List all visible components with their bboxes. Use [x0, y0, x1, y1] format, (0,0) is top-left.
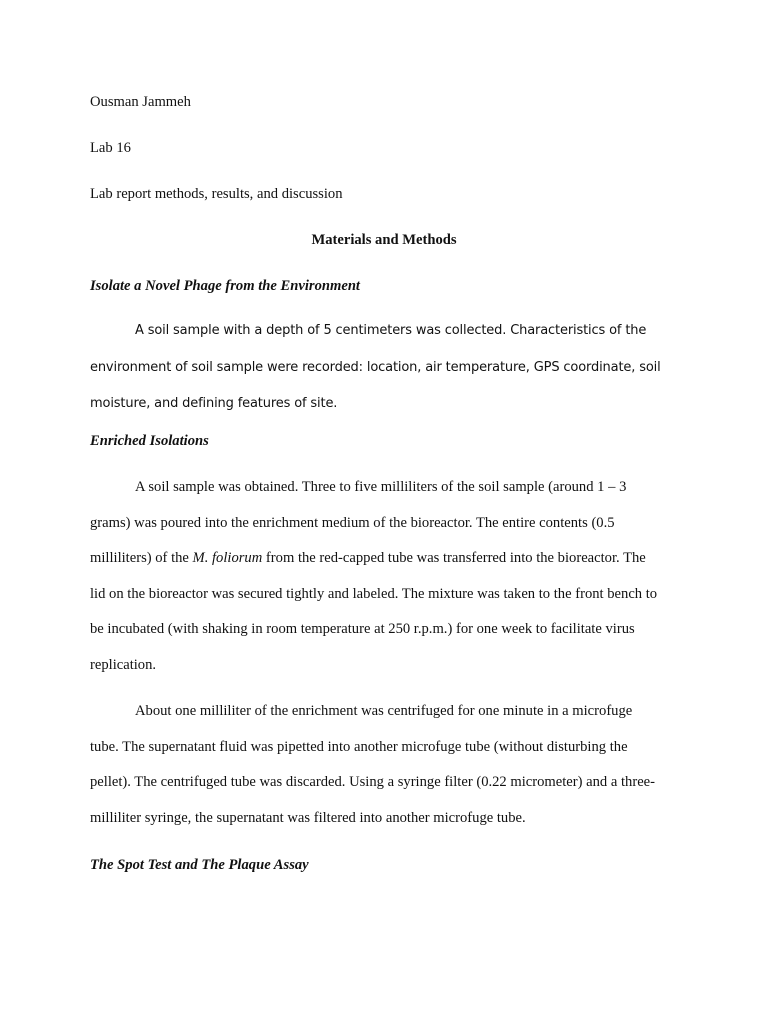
- paragraph-enriched-1: [90, 470, 680, 683]
- paragraph-line: tube. The supernatant fluid was pipetted into another microfuge tube (without disturbing the: [90, 738, 628, 755]
- line-text: from the red-capped tube was transferred into the bioreactor. The: [262, 550, 646, 566]
- paragraph-line: replication.: [90, 656, 157, 673]
- paragraph-line: About one milliliter of the enrichment was centrifuged for one minute in a microfuge: [135, 703, 633, 719]
- main-heading: Materials and Methods: [311, 232, 457, 248]
- line-text: milliliters) of the: [90, 550, 193, 566]
- section-heading-isolate: Isolate a Novel Phage from the Environment: [90, 278, 360, 294]
- paragraph-line: A soil sample with a depth of 5 centimeters was collected. Characteristics of the: [135, 323, 647, 338]
- paragraph-line: grams) was poured into the enrichment medium of the bioreactor. The entire contents (0.5: [90, 514, 615, 531]
- report-title: Lab report methods, results, and discussion: [90, 186, 343, 202]
- section-heading-spot-test: The Spot Test and The Plaque Assay: [90, 857, 309, 873]
- paragraph-enriched-2: [90, 694, 680, 836]
- paragraph-line: environment of soil sample were recorded: location, air temperature, GPS coordinate, soil: [90, 359, 661, 375]
- paragraph-line: moisture, and defining features of site.: [90, 396, 338, 411]
- paragraph-line: be incubated (with shaking in room temperature at 250 r.p.m.) for one week to facilitate virus: [90, 621, 635, 637]
- lab-number: Lab 16: [90, 140, 131, 156]
- paragraph-line: [90, 541, 680, 577]
- paragraph-line: A soil sample was obtained. Three to five milliliters of the soil sample (around 1 – 3: [135, 479, 627, 495]
- paragraph-isolate: [90, 313, 680, 423]
- paragraph-line: milliliter syringe, the supernatant was filtered into another microfuge tube.: [90, 809, 526, 826]
- author-name: Ousman Jammeh: [90, 94, 191, 110]
- species-name: M. foliorum: [192, 550, 263, 566]
- section-heading-enriched: Enriched Isolations: [90, 433, 209, 449]
- paragraph-line: lid on the bioreactor was secured tightly and labeled. The mixture was taken to the front bench to: [90, 585, 658, 602]
- paragraph-line: pellet). The centrifuged tube was discarded. Using a syringe filter (0.22 micrometer) and a three-: [90, 774, 656, 790]
